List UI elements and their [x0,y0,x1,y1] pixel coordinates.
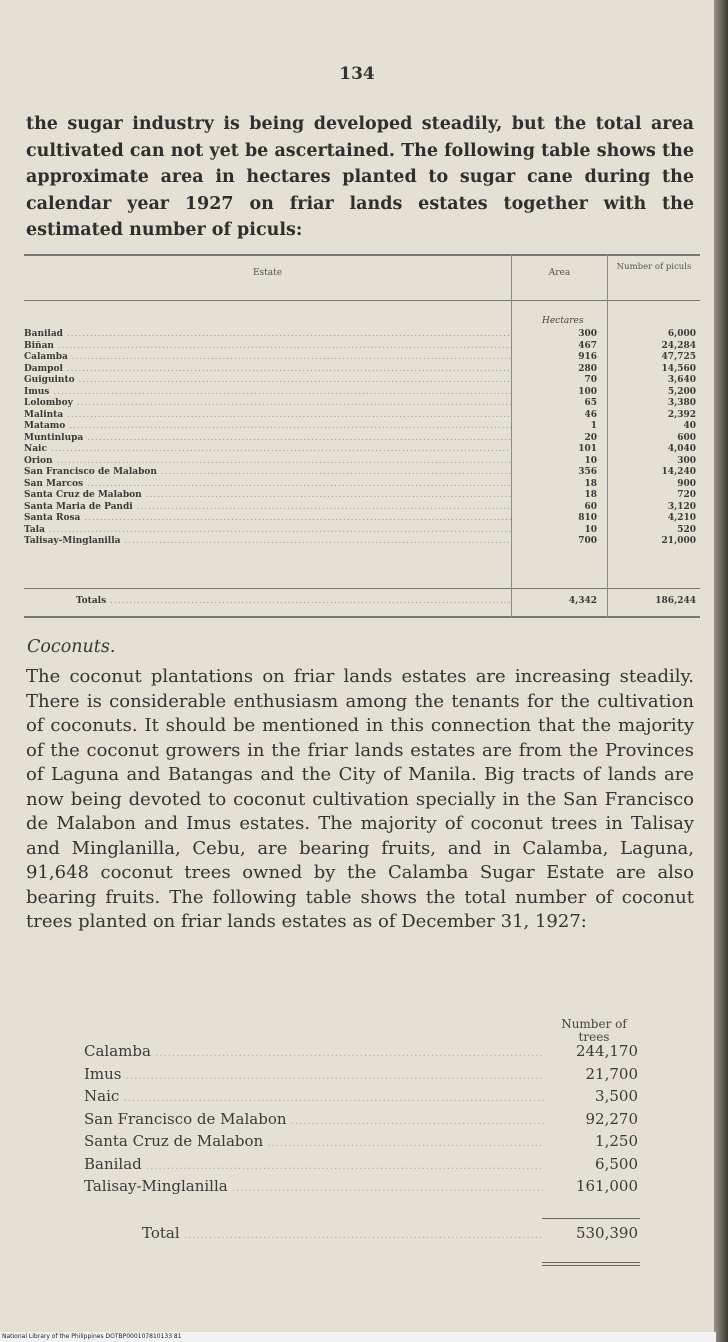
coconut-tree-count: 21,700 [585,1064,638,1083]
table-row [84,1108,644,1130]
table-row [24,479,700,491]
table-row [24,513,700,525]
estate-area: 10 [584,524,597,535]
table-row [84,1063,644,1085]
coconut-tree-count: 244,170 [575,1042,638,1060]
coconut-tree-count: 3,500 [595,1087,638,1105]
header-piculs: Number of piculs [616,262,692,272]
estate-name: Tala ..... [24,525,512,537]
coconut-estate-name: Imus ..... [84,1063,544,1088]
coconut-total-label: Total ..... [142,1222,542,1247]
table-row [24,421,700,433]
estate-name: Lolomboy ..... [24,398,512,410]
estate-name: Imus ..... [24,387,512,399]
estate-area: 916 [578,352,597,362]
estate-name: San Francisco de Malabon ..... [24,467,512,479]
estate-piculs: 4,040 [667,444,696,454]
table-bottom-rule [24,616,700,618]
table-row [24,375,700,387]
estate-area: 810 [578,513,597,523]
header-estate: Estate [252,268,283,278]
table-row [84,1040,644,1062]
coconut-tree-count: 92,270 [585,1109,638,1128]
table-row [24,467,700,479]
estate-name: Matamo ..... [24,421,512,433]
estate-name: Banilad ..... [24,329,512,341]
table-row [24,410,700,422]
estate-piculs: 40 [683,421,696,431]
estate-piculs: 3,640 [667,375,696,385]
double-rule [542,1262,640,1263]
table-header-rule [24,300,700,301]
double-rule [542,1265,640,1266]
footer-credit: National Library of the Philippines DOTBP000107810133 81 [0,1332,716,1342]
estate-piculs: 720 [677,490,696,500]
total-rule [542,1218,640,1219]
estate-piculs: 4,210 [667,513,696,523]
intro-paragraph: the sugar industry is being developed steadily, but the total area cultivated can not yet be ascertained. The following table shows the approximate area in hectares planted to sugar cane during the calendar year 1927 on friar lands estates together with the estimated number of piculs: [26,114,694,240]
table-row [24,364,700,376]
table-row [24,433,700,445]
estate-piculs: 6,000 [667,329,696,339]
page-number: 134 [339,64,375,84]
coconut-table [84,1018,644,1278]
table-row [24,456,700,468]
estate-piculs: 14,240 [661,467,696,477]
estate-piculs: 300 [677,455,696,466]
estate-area: 46 [584,409,597,420]
estate-area: 65 [584,398,597,408]
table-row [84,1085,644,1107]
estate-name: Dampol ..... [24,364,512,376]
estate-area: 101 [578,444,597,454]
estate-area: 18 [584,478,597,489]
estate-piculs: 3,120 [667,501,696,512]
estate-piculs: 3,380 [667,398,696,408]
unit-label: Hectares [542,316,584,326]
coconut-estate-name: Talisay-Minglanilla ..... [84,1175,544,1200]
estate-piculs: 21,000 [661,536,696,546]
estate-name: Malinta ..... [24,410,512,422]
estate-area: 20 [584,432,597,443]
coconut-estate-name: Banilad ..... [84,1153,544,1178]
coconuts-paragraph: The coconut plantations on friar lands estates are increasing steadily. There is considerable enthusiasm among the tenants for the cultivation of coconuts. It should be mentioned in this connection that the majority of the coconut growers in the friar lands estates are from the Provinces of Laguna and Batangas and the City of Manila. Big tracts of lands are now being devoted to coconut cultivation specially in the San Francisco de Malabon and Imus estates. The majority of coconut trees in Talisay and Minglanilla, Cebu, are bearing fruits, and in Calamba, Laguna, 91,648 coconut trees owned by the Calamba Sugar Estate are also bearing fruits. The following table shows the total number of coconut trees planted on friar lands estates as of December 31, 1927: [26,666,694,932]
coconut-estate-name: San Francisco de Malabon ..... [84,1108,544,1133]
section-heading: Coconuts. [27,637,116,657]
totals-label: Totals ..... [76,596,512,606]
table-row [84,1175,644,1197]
coconut-estate-name: Santa Cruz de Malabon ..... [84,1130,544,1155]
estate-name: Calamba ..... [24,352,512,364]
estate-piculs: 2,392 [667,409,696,420]
estate-piculs: 47,725 [661,352,696,362]
table-row [24,398,700,410]
estate-name: Santa Rosa ..... [24,513,512,525]
totals-piculs: 186,244 [655,596,696,606]
estate-name: Orion ..... [24,456,512,468]
estate-name: Santa Cruz de Malabon ..... [24,490,512,502]
estate-area: 356 [578,467,597,477]
estate-piculs: 24,284 [661,340,696,351]
header-area: Area [548,268,571,278]
estate-piculs: 520 [677,524,696,535]
estate-area: 60 [584,501,597,512]
coconut-estate-name: Calamba ..... [84,1040,544,1065]
header-trees: Number of trees [561,1017,627,1044]
estate-piculs: 600 [677,432,696,443]
table-row [24,329,700,341]
table-row [24,536,700,548]
estate-name: Naic ..... [24,444,512,456]
page-edge [714,0,728,1342]
estate-piculs: 5,200 [667,386,696,397]
estate-area: 280 [578,363,597,374]
estate-name: Biñan ..... [24,341,512,353]
estate-area: 70 [584,375,597,385]
estate-area: 18 [584,490,597,500]
table-totals-rule [24,588,700,589]
table-row [24,525,700,537]
table-top-rule [24,254,700,256]
table-row [24,444,700,456]
estate-name: San Marcos ..... [24,479,512,491]
estate-name: Talisay-Minglanilla ..... [24,536,512,548]
table-row [24,490,700,502]
estate-area: 10 [584,455,597,466]
estate-piculs: 900 [677,478,696,489]
estate-area: 300 [578,329,597,339]
coconut-estate-name: Naic ..... [84,1085,544,1110]
coconut-tree-count: 161,000 [575,1177,638,1195]
estate-area: 100 [578,386,597,397]
table-row [84,1153,644,1175]
estate-piculs: 14,560 [661,363,696,374]
estate-area: 467 [578,340,597,351]
coconut-tree-count: 1,250 [595,1132,638,1150]
coconut-total-value: 530,390 [575,1224,638,1242]
estate-name: Muntinlupa ..... [24,433,512,445]
table-row [24,352,700,364]
sugar-cane-table [24,254,700,618]
totals-area: 4,342 [568,596,597,606]
table-row [24,387,700,399]
estate-name: Guiguinto ..... [24,375,512,387]
coconut-tree-count: 6,500 [595,1154,638,1173]
estate-area: 700 [578,536,597,546]
table-row [24,341,700,353]
estate-name: Santa Maria de Pandi ..... [24,502,512,514]
table-row [24,502,700,514]
table-row [84,1130,644,1152]
estate-area: 1 [590,421,597,431]
